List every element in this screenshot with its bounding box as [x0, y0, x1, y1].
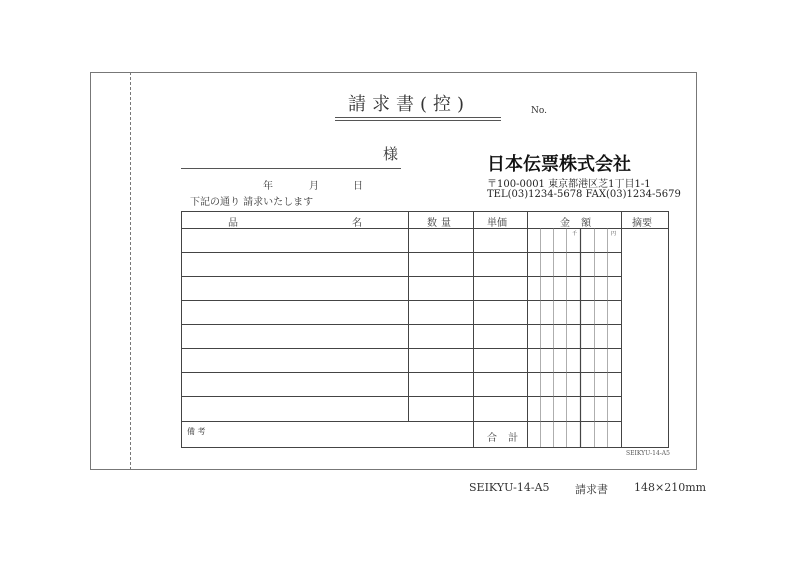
footer-form-name: 請求書	[575, 483, 608, 496]
document-number-label: No.	[531, 106, 547, 116]
header-amount: 金 額	[560, 218, 596, 229]
header-item-a: 品	[228, 218, 238, 229]
header-unit-price: 単価	[487, 218, 507, 229]
document-title: 請求書(控)	[348, 94, 471, 115]
header-remarks: 摘要	[632, 218, 652, 229]
company-phone-fax: TEL(03)1234-5678 FAX(03)1234-5679	[487, 189, 681, 200]
total-label: 合 計	[487, 433, 523, 444]
header-quantity: 数量	[427, 218, 455, 229]
recipient-suffix: 様	[383, 145, 399, 163]
date-month-label: 月	[309, 181, 319, 192]
form-code-small: SEIKYU-14-A5	[626, 450, 670, 457]
header-item-b: 名	[352, 218, 362, 229]
unit-thousand-marker: 千	[572, 231, 578, 237]
greeting-text: 下記の通り 請求いたします	[190, 197, 314, 208]
footer-form-code: SEIKYU-14-A5	[469, 481, 550, 494]
company-address: 〒100-0001 東京都港区芝1丁目1-1	[487, 179, 651, 190]
footer-form-size: 148×210mm	[634, 481, 707, 494]
notes-label: 備 考	[187, 427, 206, 436]
company-name: 日本伝票株式会社	[487, 154, 631, 175]
date-year-label: 年	[263, 181, 273, 192]
date-day-label: 日	[353, 181, 363, 192]
unit-yen-marker: 円	[611, 231, 617, 237]
